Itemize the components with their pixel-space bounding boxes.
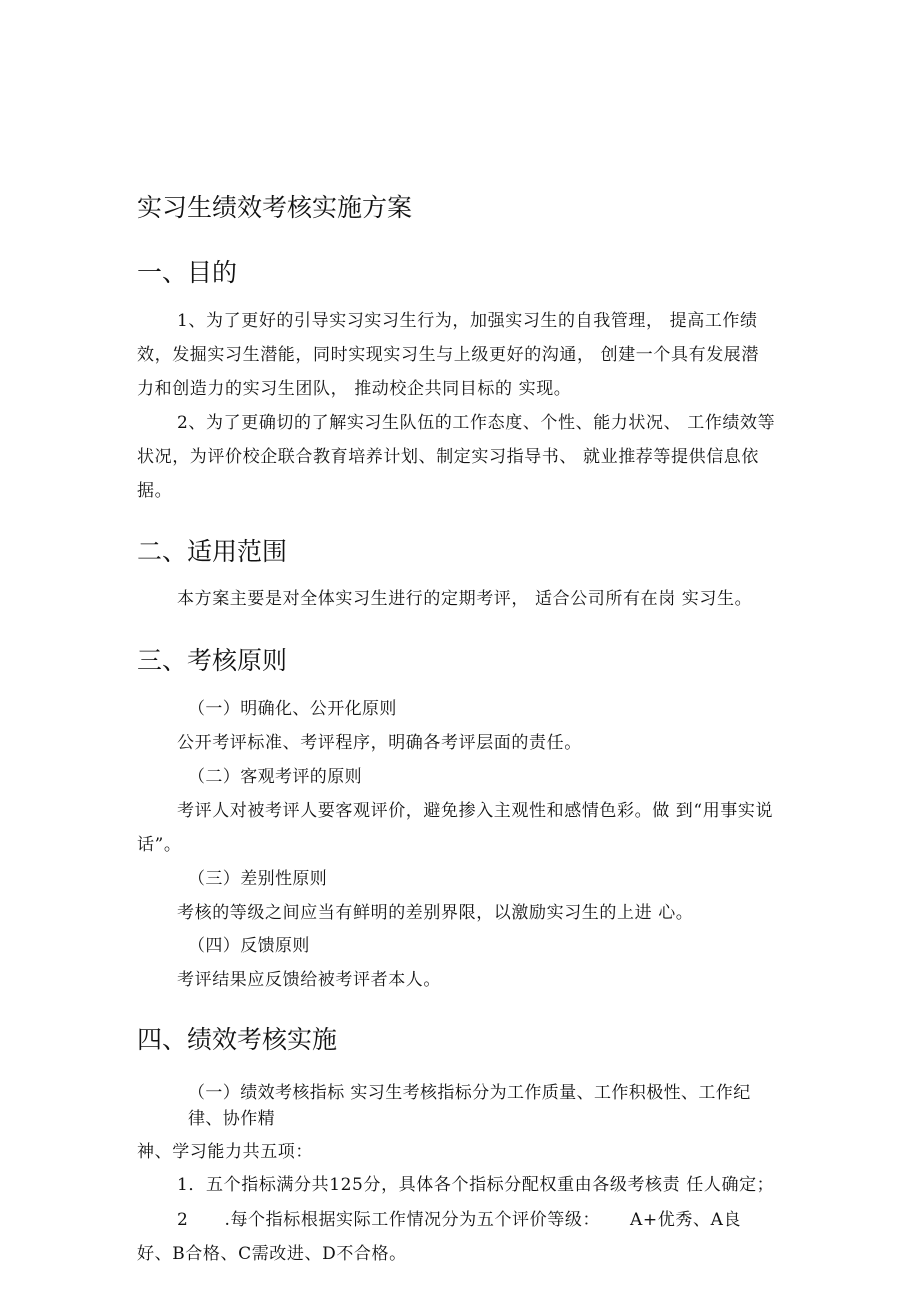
principle-text: 考评结果应反馈给被考评者本人。 xyxy=(177,970,441,990)
principle-text: 话”。 xyxy=(137,835,182,855)
section-heading-purpose: 一、目的 xyxy=(137,258,238,287)
implementation-intro-line: （一）绩效考核指标 实习生考核指标分为工作质量、工作积极性、工作纪 xyxy=(188,1083,751,1103)
document-title: 实习生绩效考核实施方案 xyxy=(137,193,413,222)
principle-text: 考评人对被考评人要客观评价，避免掺入主观性和感情色彩。做 到“用事实说 xyxy=(177,801,774,821)
principle-label: （四）反馈原则 xyxy=(188,936,310,956)
paragraph-line: 据。 xyxy=(137,481,173,501)
implementation-intro-line: 律、协作精 xyxy=(188,1109,275,1129)
implementation-list-item: 好、B合格、C需改进、D不合格。 xyxy=(137,1244,407,1264)
paragraph-line: 本方案主要是对全体实习生进行的定期考评， 适合公司所有在岗 实习生。 xyxy=(177,589,753,609)
paragraph-line: 1、为了更好的引导实习实习生行为，加强实习生的自我管理， 提高工作绩 xyxy=(177,311,758,331)
principle-text: 公开考评标准、考评程序，明确各考评层面的责任。 xyxy=(177,733,582,753)
paragraph-line: 力和创造力的实习生团队， 推动校企共同目标的 实现。 xyxy=(137,379,572,399)
implementation-list-item: 2 .每个指标根据实际工作情况分为五个评价等级： A+优秀、A良 xyxy=(177,1210,742,1230)
section-heading-scope: 二、适用范围 xyxy=(137,537,288,566)
implementation-list-item: 1．五个指标满分共125分，具体各个指标分配权重由各级考核责 任人确定； xyxy=(177,1175,775,1195)
paragraph-line: 状况，为评价校企联合教育培养计划、制定实习指导书、 就业推荐等提供信息依 xyxy=(137,447,760,467)
paragraph-line: 效，发掘实习生潜能，同时实现实习生与上级更好的沟通， 创建一个具有发展潜 xyxy=(137,345,760,365)
principle-label: （三）差别性原则 xyxy=(188,869,328,889)
principle-label: （二）客观考评的原则 xyxy=(188,767,362,787)
paragraph-line: 2、为了更确切的了解实习生队伍的工作态度、个性、能力状况、 工作绩效等 xyxy=(177,413,776,433)
implementation-intro-line: 神、学习能力共五项： xyxy=(137,1142,313,1162)
principle-label: （一）明确化、公开化原则 xyxy=(188,699,397,719)
principle-text: 考核的等级之间应当有鲜明的差别界限，以激励实习生的上进 心。 xyxy=(177,903,694,923)
section-heading-principles: 三、考核原则 xyxy=(137,646,288,675)
section-heading-implementation: 四、绩效考核实施 xyxy=(137,1025,338,1054)
